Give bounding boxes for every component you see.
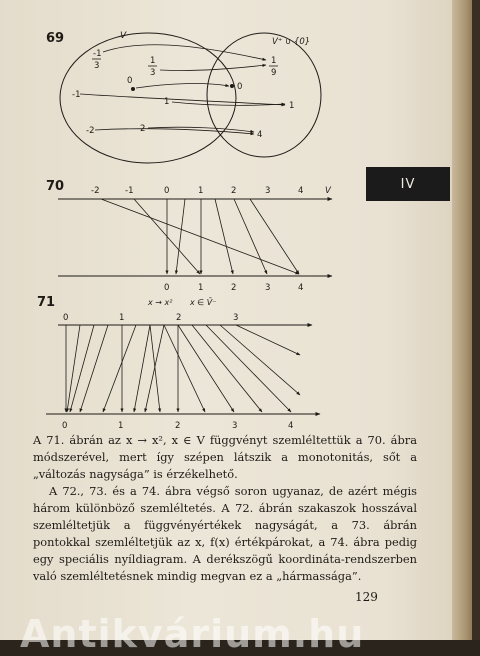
fraction-numerator: 1	[150, 56, 156, 66]
arrow-one-to-one	[172, 102, 285, 105]
paragraph: A 71. ábrán az x → x², x ∈ V függvényt szemléltettük a 70. ábra módszerével, mert így szépen látszik a monotonitás, sőt a „változás nagysága” is érzékelhető.	[33, 433, 417, 481]
map-arrow	[236, 325, 300, 355]
fraction-denominator: 9	[271, 68, 277, 78]
figure-70	[46, 179, 332, 293]
bottom-tick-label: 3	[232, 421, 238, 431]
left-element-one-third	[148, 56, 157, 78]
fraction-denominator: 3	[150, 68, 156, 78]
top-tick-label: 3	[233, 313, 239, 323]
map-arrow	[80, 325, 108, 412]
page-number: 129	[355, 590, 378, 604]
top-tick-label: 1	[198, 186, 204, 196]
paragraph: A 72., 73. és a 74. ábra végső soron ugyanaz, de azért mégis három különböző szemléltetés. A 72. ábrán szakaszok hosszával szemléltetjük a függvényértékek nagyságát, a 73. ábrán pontokkal szemléltetjük az x, f(x) értékpárokat, a 74. ábra pedig egy speciális nyíldiagram. A derékszögű koordináta-rendszerben való szemléltetésnek mindig megvan ez a „hármassága”.	[33, 484, 417, 583]
top-tick-label: 4	[298, 186, 304, 196]
domain-label: x ∈ V̄⁻	[190, 298, 217, 307]
function-label: x → x²	[148, 298, 173, 307]
right-element-zero: 0	[237, 82, 243, 92]
arrow-two-to-four	[148, 127, 254, 132]
left-element-two: 2	[140, 124, 146, 134]
bottom-tick-label: 0	[62, 421, 68, 431]
map-arrow	[150, 325, 160, 412]
arrow-minus-third-to-ninth	[103, 45, 266, 60]
axis-label-v: V	[325, 186, 331, 196]
top-tick-label: 0	[164, 186, 170, 196]
figure-70-number: 70	[46, 179, 65, 194]
watermark: Antikvárium.hu	[20, 612, 365, 656]
top-tick-label: 1	[119, 313, 125, 323]
top-tick-label: 2	[231, 186, 237, 196]
map-arrow	[164, 325, 205, 412]
figure-71	[37, 295, 320, 431]
set-v-plus-label: V⁺ ∪ {0}	[272, 37, 311, 47]
map-arrow	[250, 199, 299, 274]
map-arrow	[206, 325, 291, 412]
bottom-tick-label: 1	[118, 421, 124, 431]
left-element-zero: 0	[127, 76, 133, 86]
top-tick-label: -2	[91, 186, 100, 196]
bottom-tick-label: 4	[298, 283, 304, 293]
map-arrow	[234, 199, 267, 274]
left-element-minus-one-third	[92, 49, 101, 71]
bottom-tick-label: 1	[198, 283, 204, 293]
top-tick-label: 0	[63, 313, 69, 323]
bottom-tick-label: 2	[175, 421, 181, 431]
figure-69-number: 69	[46, 31, 65, 46]
fraction-numerator: 1	[271, 56, 277, 66]
fraction-denominator: 3	[94, 61, 100, 71]
set-v-label: V	[120, 31, 127, 41]
right-element-one-ninth	[269, 56, 278, 78]
top-tick-label: 2	[176, 313, 182, 323]
map-arrow	[220, 325, 300, 395]
figure-71-number: 71	[37, 295, 56, 310]
map-arrow	[176, 199, 185, 274]
body-text	[33, 432, 417, 585]
bottom-tick-label: 0	[164, 283, 170, 293]
right-element-four: 4	[257, 130, 263, 140]
top-tick-label: 3	[265, 186, 271, 196]
top-tick-label: -1	[125, 186, 134, 196]
left-zero-dot	[131, 87, 135, 91]
chapter-tab: IV	[366, 167, 450, 201]
map-arrow	[101, 199, 299, 274]
left-element-minus-two: -2	[86, 126, 95, 136]
left-element-one: 1	[164, 97, 170, 107]
right-element-one: 1	[289, 101, 295, 111]
map-arrow	[178, 325, 234, 412]
bottom-tick-label: 2	[231, 283, 237, 293]
figure-69	[46, 31, 321, 163]
map-arrow	[103, 325, 136, 412]
map-arrow	[192, 325, 262, 412]
map-arrow	[215, 199, 233, 274]
arrow-zero-to-zero	[136, 84, 229, 88]
bottom-tick-label: 3	[265, 283, 271, 293]
left-element-minus-one: -1	[72, 90, 81, 100]
fraction-numerator: -1	[93, 49, 102, 59]
right-zero-dot	[230, 84, 234, 88]
bottom-tick-label: 4	[288, 421, 294, 431]
